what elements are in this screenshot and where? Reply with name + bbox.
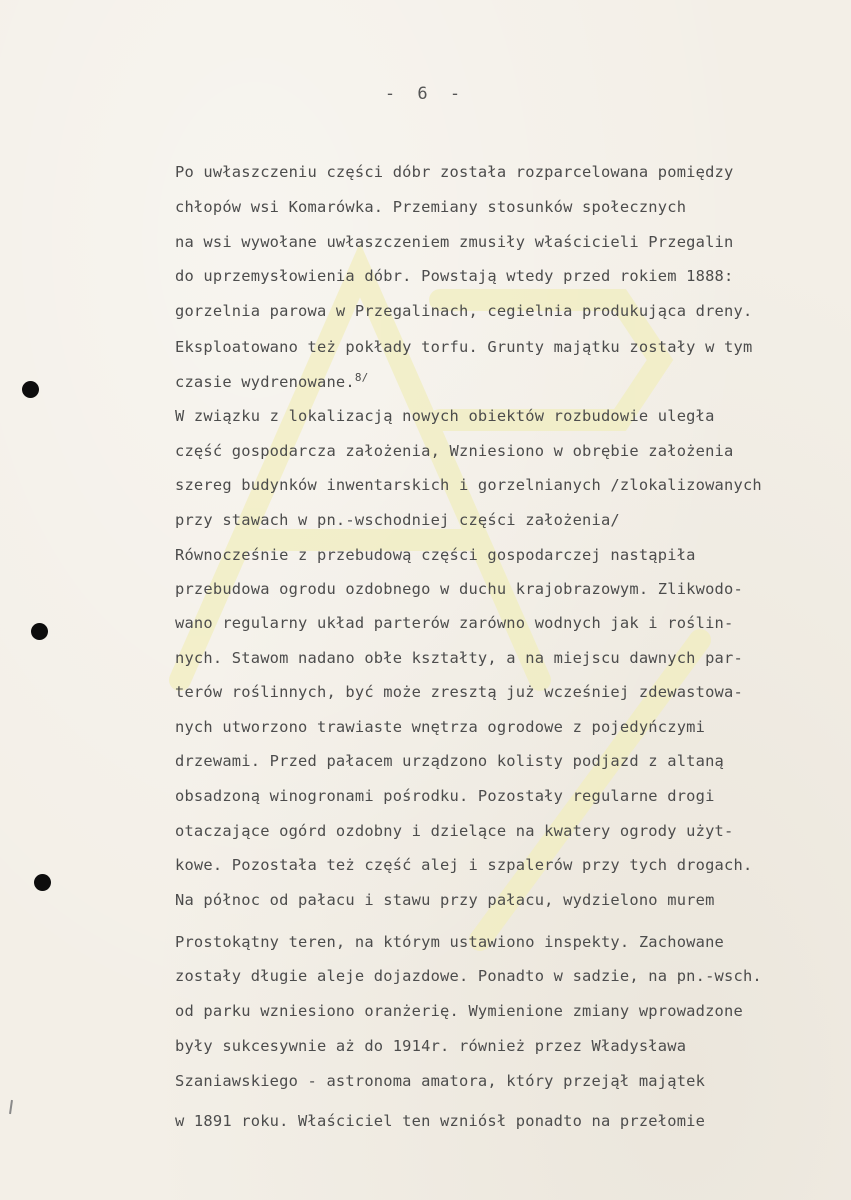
text-line: na wsi wywołane uwłaszczeniem zmusiły właścicieli Przegalin: [175, 233, 734, 251]
text-line: nych. Stawom nadano obłe kształty, a na miejscu dawnych par-: [175, 649, 743, 667]
text-line: w 1891 roku. Właściciel ten wzniósł ponadto na przełomie: [175, 1112, 706, 1130]
page-number: - 6 -: [384, 84, 467, 104]
text-line: wano regularny układ parterów zarówno wodnych jak i roślin-: [175, 614, 734, 632]
text-line: Szaniawskiego - astronoma amatora, który przejął majątek: [175, 1072, 706, 1090]
text-line-with-footnote: [175, 372, 369, 391]
text-line: część gospodarcza założenia, Wzniesiono w obrębie założenia: [175, 442, 734, 460]
text-line: do uprzemysłowienia dóbr. Powstają wtedy przed rokiem 1888:: [175, 267, 734, 285]
watermark-stamp: [60, 120, 820, 1020]
text-line: Na północ od pałacu i stawu przy pałacu, wydzielono murem: [175, 891, 715, 909]
punch-hole-bottom: [34, 874, 51, 891]
text-line: gorzelnia parowa w Przegalinach, cegielnia produkująca dreny.: [175, 302, 753, 320]
text-line: szereg budynków inwentarskich i gorzelnianych /zlokalizowanych: [175, 476, 762, 494]
text-line: drzewami. Przed pałacem urządzono kolisty podjazd z altaną: [175, 752, 725, 770]
text-line: zostały długie aleje dojazdowe. Ponadto w sadzie, na pn.-wsch.: [175, 967, 762, 985]
text-line: chłopów wsi Komarówka. Przemiany stosunków społecznych: [175, 198, 687, 216]
text-line: Równocześnie z przebudową części gospodarczej nastąpiła: [175, 546, 696, 564]
punch-hole-top: [22, 381, 39, 398]
text-line: Eksploatowano też pokłady torfu. Grunty majątku zostały w tym: [175, 338, 753, 356]
text-line: otaczające ogórd ozdobny i dzielące na kwatery ogrody użyt-: [175, 822, 734, 840]
text-line: obsadzoną winogronami pośrodku. Pozostały regularne drogi: [175, 787, 715, 805]
text-line: były sukcesywnie aż do 1914r. również przez Władysława: [175, 1037, 687, 1055]
edge-mark: [9, 1100, 13, 1114]
punch-hole-middle: [31, 623, 48, 640]
text-line: przy stawach w pn.-wschodniej części założenia/: [175, 511, 620, 529]
text-line: nych utworzono trawiaste wnętrza ogrodowe z pojedyńczymi: [175, 718, 706, 736]
text-line: od parku wzniesiono oranżerię. Wymienione zmiany wprowadzone: [175, 1002, 743, 1020]
text-line: terów roślinnych, być może zresztą już wcześniej zdewastowa-: [175, 683, 743, 701]
text-line: Prostokątny teren, na którym ustawiono inspekty. Zachowane: [175, 933, 725, 951]
text-line: kowe. Pozostała też część alej i szpalerów przy tych drogach.: [175, 856, 753, 874]
text-line: W związku z lokalizacją nowych obiektów rozbudowie uległa: [175, 407, 715, 425]
text-line: Po uwłaszczeniu części dóbr została rozparcelowana pomiędzy: [175, 163, 734, 181]
text-line: przebudowa ogrodu ozdobnego w duchu krajobrazowym. Zlikwodo-: [175, 580, 743, 598]
footnote-reference: 8/: [354, 371, 369, 384]
text-line: czasie wydrenowane.: [175, 373, 355, 392]
